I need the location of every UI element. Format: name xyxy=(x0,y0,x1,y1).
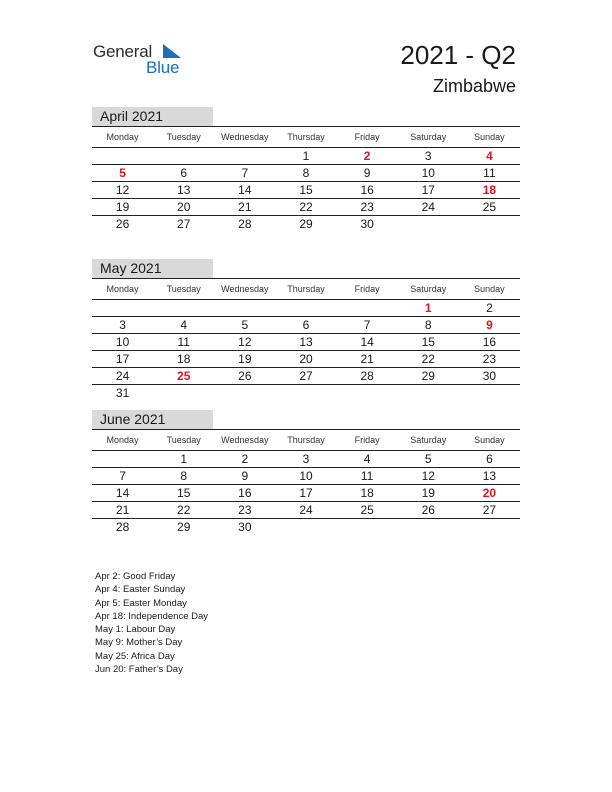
weekday-label: Tuesday xyxy=(166,132,201,142)
weekday-label: Monday xyxy=(106,435,139,445)
day-cell: 19 xyxy=(238,352,252,366)
day-cell xyxy=(92,148,153,164)
day-cell: 24 xyxy=(299,503,313,517)
day-cell: 23 xyxy=(482,352,497,366)
day-cell: 22 xyxy=(177,503,191,517)
week-row xyxy=(92,351,520,368)
weekday-header xyxy=(92,126,520,148)
day-cell: 19 xyxy=(115,200,130,214)
day-cell: 3 xyxy=(119,318,126,332)
day-cell: 18 xyxy=(360,486,374,500)
week-row xyxy=(92,519,520,535)
month-may xyxy=(92,259,520,401)
day-cell xyxy=(153,148,214,164)
day-cell: 12 xyxy=(238,335,252,349)
day-cell xyxy=(275,385,336,401)
day-cell: 13 xyxy=(299,335,313,349)
weekday-label: Friday xyxy=(354,435,380,445)
day-cell xyxy=(398,519,459,535)
day-cell: 25 xyxy=(482,200,497,214)
day-cell: 5 xyxy=(241,318,249,332)
holiday-item: Apr 4: Easter Sunday xyxy=(95,584,186,596)
day-cell: 4 xyxy=(363,452,371,466)
day-cell: 28 xyxy=(115,520,130,534)
day-cell: 25 xyxy=(360,503,374,517)
holiday-item: Apr 5: Easter Monday xyxy=(95,597,187,609)
day-cell: 12 xyxy=(421,469,435,483)
week-row xyxy=(92,385,520,401)
page-title: 2021 - Q2 xyxy=(400,40,516,70)
day-cell: 22 xyxy=(299,200,313,214)
day-cell: 16 xyxy=(482,335,497,349)
day-cell: 5 xyxy=(424,452,432,466)
day-cell: 2 xyxy=(363,149,371,163)
day-cell: 21 xyxy=(238,200,252,214)
day-cell: 24 xyxy=(115,369,130,383)
holiday-item: Apr 2: Good Friday xyxy=(95,571,176,582)
day-cell: 4 xyxy=(180,318,188,332)
day-cell: 30 xyxy=(360,217,374,231)
day-cell xyxy=(337,300,398,316)
day-cell: 29 xyxy=(177,520,191,534)
week-row xyxy=(92,300,520,317)
holiday-item: Jun 20: Father’s Day xyxy=(95,664,183,676)
day-cell: 28 xyxy=(360,369,374,383)
day-cell xyxy=(275,300,336,316)
day-cell: 3 xyxy=(424,149,432,163)
week-row xyxy=(92,182,520,199)
weekday-label: Sunday xyxy=(474,284,505,294)
holiday-list xyxy=(95,570,208,676)
day-cell: 12 xyxy=(115,183,130,197)
logo-general-text: General xyxy=(93,42,153,61)
day-cell: 14 xyxy=(360,335,374,349)
brand-logo xyxy=(93,42,193,78)
day-cell: 27 xyxy=(177,217,191,231)
day-cell: 30 xyxy=(238,520,252,534)
day-cell xyxy=(398,216,459,232)
day-cell xyxy=(92,451,153,467)
holiday-item: May 9: Mother’s Day xyxy=(95,637,183,649)
weekday-label: Friday xyxy=(354,132,380,142)
day-cell: 26 xyxy=(238,369,252,383)
day-cell: 29 xyxy=(299,217,313,231)
month-april xyxy=(92,107,520,232)
day-cell xyxy=(214,148,275,164)
weekday-label: Saturday xyxy=(410,284,447,294)
week-row xyxy=(92,165,520,182)
week-row xyxy=(92,216,520,232)
day-cell: 30 xyxy=(482,369,497,383)
day-cell: 10 xyxy=(421,166,435,180)
day-cell: 10 xyxy=(115,335,130,349)
day-cell: 26 xyxy=(421,503,435,517)
weekday-label: Thursday xyxy=(287,284,325,294)
weekday-label: Saturday xyxy=(410,132,447,142)
month-title: April 2021 xyxy=(92,107,213,126)
day-cell xyxy=(398,385,459,401)
day-cell: 3 xyxy=(302,452,310,466)
weekday-label: Wednesday xyxy=(221,284,269,294)
day-cell: 22 xyxy=(421,352,435,366)
day-cell: 6 xyxy=(180,166,188,180)
day-cell xyxy=(153,300,214,316)
day-cell xyxy=(92,300,153,316)
week-row xyxy=(92,317,520,334)
day-cell: 18 xyxy=(177,352,191,366)
day-cell: 31 xyxy=(115,386,130,400)
day-cell: 17 xyxy=(115,352,130,366)
day-cell xyxy=(214,300,275,316)
day-cell: 6 xyxy=(486,452,493,466)
day-cell: 14 xyxy=(238,183,252,197)
day-cell: 1 xyxy=(180,452,188,466)
week-row xyxy=(92,502,520,519)
day-cell: 6 xyxy=(302,318,310,332)
weekday-label: Tuesday xyxy=(166,435,201,445)
holiday-item: May 1: Labour Day xyxy=(95,624,176,636)
day-cell xyxy=(459,216,520,232)
day-cell: 13 xyxy=(177,183,191,197)
day-cell: 7 xyxy=(119,469,126,483)
day-cell: 8 xyxy=(180,469,188,483)
day-cell: 1 xyxy=(302,149,310,163)
day-cell: 20 xyxy=(299,352,313,366)
day-cell: 11 xyxy=(177,335,190,349)
weekday-label: Thursday xyxy=(287,435,325,445)
logo-flag-icon xyxy=(161,44,183,60)
weekday-label: Monday xyxy=(106,284,139,294)
day-cell: 9 xyxy=(486,318,493,332)
week-row xyxy=(92,468,520,485)
logo-blue-text: Blue xyxy=(146,58,180,77)
day-cell: 8 xyxy=(424,318,432,332)
week-row xyxy=(92,148,520,165)
day-cell: 17 xyxy=(421,183,435,197)
day-cell xyxy=(459,385,520,401)
day-cell: 10 xyxy=(299,469,313,483)
weekday-label: Sunday xyxy=(474,435,505,445)
week-row xyxy=(92,334,520,351)
week-row xyxy=(92,199,520,216)
day-cell xyxy=(337,385,398,401)
day-cell: 28 xyxy=(238,217,252,231)
holiday-item: Apr 18: Independence Day xyxy=(95,610,209,622)
day-cell: 29 xyxy=(421,369,435,383)
day-cell xyxy=(337,519,398,535)
day-cell: 17 xyxy=(299,486,313,500)
day-cell: 1 xyxy=(424,301,432,315)
day-cell: 7 xyxy=(363,318,371,332)
day-cell: 24 xyxy=(421,200,435,214)
day-cell: 15 xyxy=(177,486,191,500)
month-title: May 2021 xyxy=(92,259,213,278)
day-cell: 20 xyxy=(177,200,191,214)
weekday-label: Monday xyxy=(106,132,139,142)
day-cell: 23 xyxy=(360,200,374,214)
weekday-header xyxy=(92,278,520,300)
weekday-label: Tuesday xyxy=(166,284,201,294)
day-cell xyxy=(459,519,520,535)
weekday-label: Friday xyxy=(354,284,380,294)
day-cell: 21 xyxy=(360,352,374,366)
day-cell: 26 xyxy=(115,217,130,231)
day-cell: 27 xyxy=(482,503,497,517)
month-title: June 2021 xyxy=(92,410,213,429)
day-cell: 27 xyxy=(299,369,313,383)
holiday-item: May 25: Africa Day xyxy=(95,650,175,662)
day-cell: 25 xyxy=(177,369,191,383)
day-cell: 14 xyxy=(115,486,130,500)
day-cell xyxy=(275,519,336,535)
day-cell: 15 xyxy=(299,183,313,197)
day-cell: 15 xyxy=(421,335,435,349)
week-row xyxy=(92,368,520,385)
day-cell: 11 xyxy=(483,166,496,180)
day-cell: 5 xyxy=(119,166,126,180)
day-cell: 2 xyxy=(486,301,493,315)
day-cell: 19 xyxy=(421,486,435,500)
day-cell: 11 xyxy=(360,469,374,483)
day-cell: 8 xyxy=(302,166,310,180)
day-cell: 7 xyxy=(241,166,249,180)
weekday-label: Sunday xyxy=(474,132,505,142)
day-cell xyxy=(153,385,214,401)
weekday-label: Wednesday xyxy=(221,435,269,445)
day-cell: 23 xyxy=(238,503,252,517)
day-cell: 21 xyxy=(115,503,130,517)
day-cell: 9 xyxy=(241,469,249,483)
week-row xyxy=(92,451,520,468)
weekday-label: Thursday xyxy=(287,132,325,142)
day-cell: 20 xyxy=(482,486,497,500)
day-cell: 18 xyxy=(482,183,497,197)
weekday-label: Wednesday xyxy=(221,132,269,142)
day-cell: 16 xyxy=(360,183,374,197)
day-cell: 4 xyxy=(486,149,493,163)
day-cell: 16 xyxy=(238,486,252,500)
day-cell: 13 xyxy=(482,469,497,483)
day-cell: 9 xyxy=(363,166,371,180)
weekday-label: Saturday xyxy=(410,435,447,445)
week-row xyxy=(92,485,520,502)
day-cell: 2 xyxy=(241,452,249,466)
day-cell xyxy=(214,385,275,401)
country-name: Zimbabwe xyxy=(432,76,516,96)
month-june xyxy=(92,410,520,535)
weekday-header xyxy=(92,429,520,451)
